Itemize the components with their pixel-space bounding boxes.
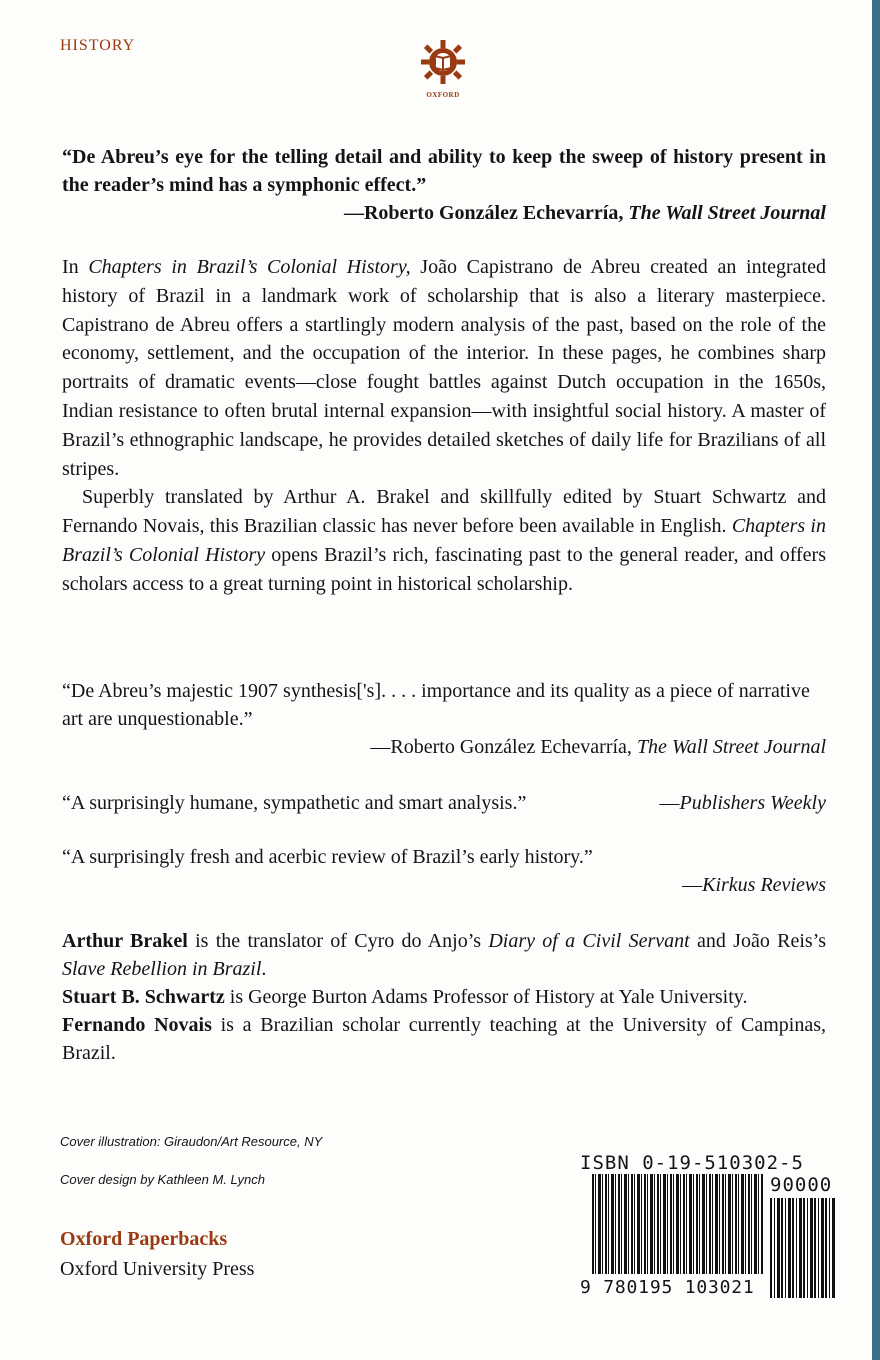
logo-wordmark: OXFORD: [426, 91, 460, 99]
publisher-name: Oxford University Press: [60, 1258, 255, 1280]
category-label: HISTORY: [60, 37, 136, 54]
review-attribution: —Publishers Weekly: [659, 792, 826, 814]
book-title: Chapters in Brazil’s Colonial History,: [88, 256, 411, 278]
ean-number: 9 780195 103021: [580, 1277, 755, 1298]
book-description: [62, 253, 826, 599]
review-text: “A surprisingly humane, sympathetic and smart analysis.”: [62, 792, 527, 814]
review-attribution: —Roberto González Echevarría, The Wall Street Journal: [370, 736, 826, 758]
review-text: “De Abreu’s majestic 1907 synthesis['s]. . . . importance and its quality as a piece of narrative art are unquestionable.”: [62, 680, 810, 730]
bio-name: Arthur Brakel: [62, 930, 188, 952]
bio-name: Fernando Novais: [62, 1014, 212, 1036]
description-paragraph-1: In Chapters in Brazil’s Colonial History, João Capistrano de Abreu created an integrated history of Brazil in a landmark work of scholarship that is also a literary masterpiece. Capistrano de Abreu offers a startlingly modern analysis of the past, based on the role of the economy, settlement, and the occupation of the interior. In these pages, he combines sharp portraits of dramatic events—close fought battles against Dutch occupation in the 1650s, Indian resistance to often brutal internal expansion—with insightful social history. A master of Brazil’s ethnographic landscape, he provides detailed sketches of daily life for Brazilians of all stripes.: [62, 256, 826, 480]
review-source: The Wall Street Journal: [636, 736, 826, 758]
bio-fernando-novais: Fernando Novais is a Brazilian scholar currently teaching at the University of Campinas, Brazil.: [62, 1014, 827, 1064]
pull-quote-text: “De Abreu’s eye for the telling detail and ability to keep the sweep of history present in the reader’s mind has a symphonic effect.”: [62, 146, 826, 196]
design-credit: Cover design by Kathleen M. Lynch: [60, 1172, 265, 1187]
bio-arthur-brakel: Arthur Brakel is the translator of Cyro do Anjo’s Diary of a Civil Servant and João Reis’s Slave Rebellion in Brazil.: [62, 930, 827, 980]
isbn-number: ISBN 0-19-510302-5: [580, 1152, 804, 1174]
bio-stuart-schwartz: Stuart B. Schwartz is George Burton Adams Professor of History at Yale University.: [62, 986, 748, 1008]
review-source: Publishers Weekly: [679, 792, 826, 814]
pull-quote-source: The Wall Street Journal: [628, 202, 826, 224]
pull-quote: [62, 143, 826, 227]
illustration-credit: Cover illustration: Giraudon/Art Resource, NY: [60, 1134, 323, 1149]
description-paragraph-2: Superbly translated by Arthur A. Brakel and skillfully edited by Stuart Schwartz and Fernando Novais, this Brazilian classic has never before been available in English. Chapters in Brazil’s Colonial History opens Brazil’s rich, fascinating past to the general reader, and offers scholars access to a great turning point in historical scholarship.: [62, 486, 826, 595]
review-source: Kirkus Reviews: [702, 874, 826, 896]
price-code: 90000: [770, 1174, 833, 1196]
sun-book-icon: [416, 36, 470, 90]
review-attribution: —Kirkus Reviews: [682, 874, 826, 896]
barcode: [580, 1174, 850, 1300]
oxford-logo: [416, 36, 470, 102]
bio-name: Stuart B. Schwartz: [62, 986, 225, 1008]
pull-quote-attribution: —Roberto González Echevarría, The Wall Street Journal: [343, 202, 826, 224]
contributor-bios: [62, 927, 826, 1067]
review-text: “A surprisingly fresh and acerbic review of Brazil’s early history.”: [62, 846, 593, 868]
spine-edge: [872, 0, 880, 1360]
price-barcode-bars: [770, 1198, 836, 1298]
ean-barcode-bars: [592, 1174, 764, 1274]
review-quote-1: [62, 677, 826, 761]
review-quote-2: [62, 789, 826, 817]
review-quote-3: [62, 843, 826, 899]
book-title: Chapters in Brazil’s Colonial History: [62, 515, 826, 566]
imprint-name: Oxford Paperbacks: [60, 1228, 228, 1250]
